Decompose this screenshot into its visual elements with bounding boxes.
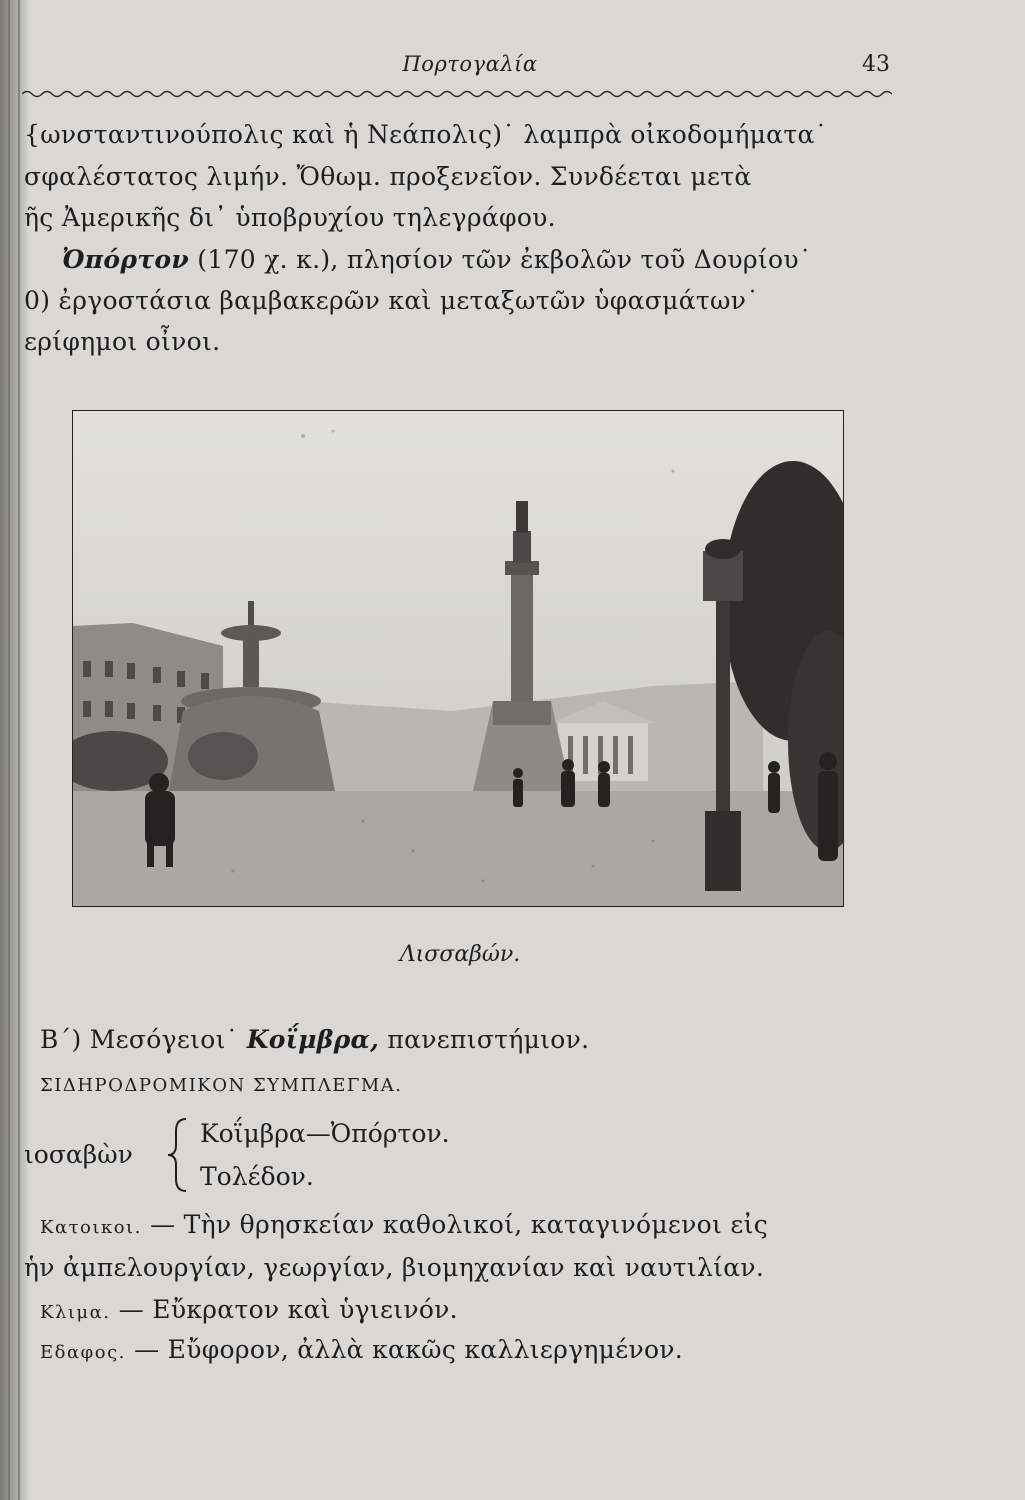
section-label-climate: Κλιμα.	[40, 1302, 111, 1323]
text-line: {ωνσταντινούπολις καὶ ἡ Νεάπολις)˙ λαμπρὰ οἰκοδομήματα˙	[24, 120, 828, 149]
text-line: ἡν ἀμπελουργίαν, γεωργίαν, βιομηχανίαν καὶ ναυτιλίαν.	[24, 1253, 765, 1282]
railway-heading: ΣΙΔΗΡΟΔΡΟΜΙΚΟΝ ΣΥΜΠΛΕΓΜΑ.	[40, 1075, 403, 1096]
text-segment: — Τὴν θρησκείαν καθολικοί, καταγινόμενοι εἰς	[141, 1210, 769, 1239]
railway-origin: ιοσαβὼν	[24, 1140, 133, 1169]
text-line	[40, 1210, 768, 1239]
railway-route: Κοΐμβρα—Ὀπόρτον.	[200, 1119, 450, 1148]
city-name-oporto: Ὀπόρτον	[62, 245, 190, 274]
city-name-coimbra: Κοΐμβρα,	[246, 1025, 380, 1054]
decorative-wavy-rule	[22, 86, 892, 102]
text-line: ῆς Ἀμερικῆς δι᾿ ὑποβρυχίου τηλεγράφου.	[24, 203, 556, 232]
text-segment: — Εὔκρατον καὶ ὑγιεινόν.	[110, 1295, 458, 1324]
text-line	[40, 1335, 683, 1364]
lisbon-square-photo	[72, 410, 844, 907]
text-segment: πανεπιστήμιον.	[379, 1025, 590, 1054]
text-line: ερίφημοι οἶνοι.	[24, 327, 221, 356]
text-segment: — Εὔφορον, ἀλλὰ κακῶς καλλιεργημένον.	[125, 1335, 684, 1364]
text-line: σφαλέστατος λιμήν. Ὄθωμ. προξενεῖον. Συνδέεται μετὰ	[24, 162, 752, 191]
section-label-soil: Εδαφος.	[40, 1342, 126, 1363]
text-line	[62, 245, 812, 274]
railway-route: Τολέδον.	[200, 1162, 314, 1191]
running-title: Πορτογαλία	[402, 52, 538, 76]
curly-brace-icon	[162, 1115, 192, 1195]
section-label-inhabitants: Κατοικοι.	[40, 1217, 142, 1238]
page-edge-line	[8, 0, 10, 1500]
page-edge-line	[18, 0, 20, 1500]
text-line: 0) ἐργοστάσια βαμβακερῶν καὶ μεταξωτῶν ὑφασμάτων˙	[24, 286, 759, 315]
text-line	[40, 1025, 589, 1054]
photo-caption: Λισσαβών.	[399, 942, 521, 967]
text-segment: Β΄) Μεσόγειοι˙	[40, 1025, 247, 1054]
page-number: 43	[862, 52, 890, 77]
text-line	[40, 1295, 458, 1324]
text-segment: (170 χ. κ.), πλησίον τῶν ἐκβολῶν τοῦ Δουρίου˙	[189, 245, 812, 274]
